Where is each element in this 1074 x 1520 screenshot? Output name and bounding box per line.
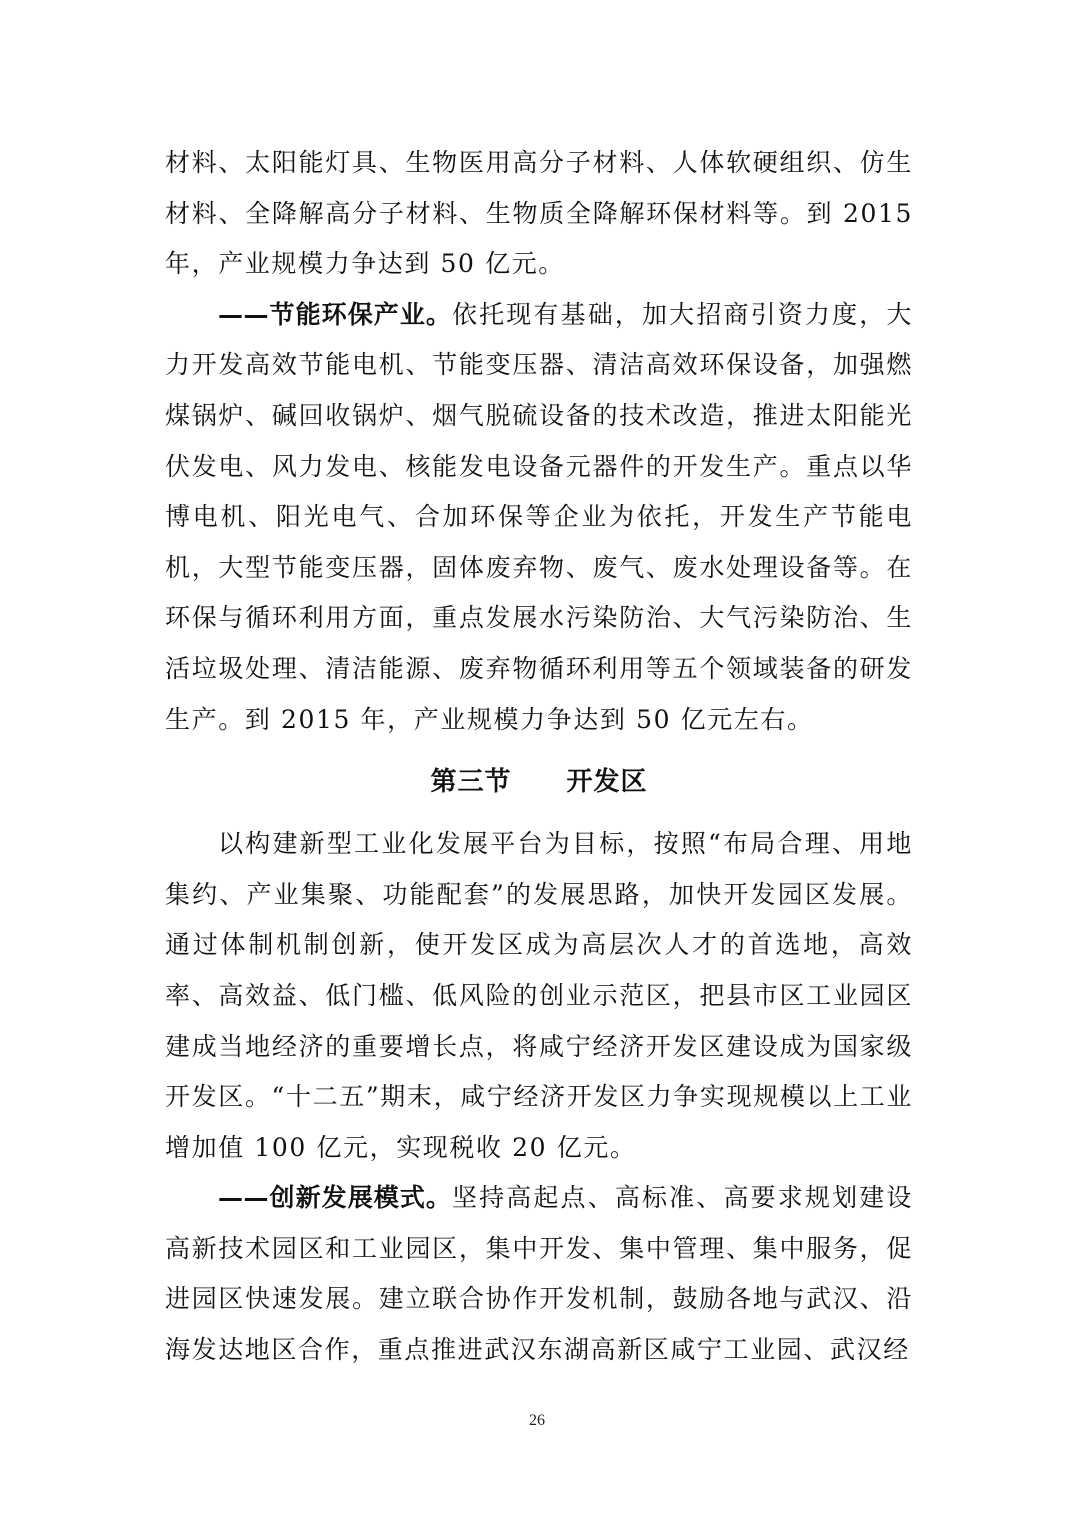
section-heading	[165, 745, 913, 819]
section-title: 开发区	[566, 767, 648, 798]
paragraph-text: 以构建新型工业化发展平台为目标，按照“布局合理、用地集约、产业集聚、功能配套”的发展思路，加快开发园区发展。通过体制机制创新，使开发区成为高层次人才的首选地，高效率、高效益、低门槛、低风险的创业示范区，把县市区工业园区建成当地经济的重要增长点，将咸宁经济开发区建设成为国家级开发区。“十二五”期末，咸宁经济开发区力争实现规模以上工业增加值 100 亿元，实现税收 20 亿元。	[165, 829, 913, 1162]
paragraph-innovation-model	[165, 1173, 913, 1375]
paragraph-text: 坚持高起点、高标准、高要求规划建设高新技术园区和工业园区，集中开发、集中管理、集中服务，促进园区快速发展。建立联合协作开发机制，鼓励各地与武汉、沿海发达地区合作，重点推进武汉东湖高新区咸宁工业园、武汉经	[165, 1183, 913, 1365]
document-page	[165, 138, 913, 1376]
paragraph-text: 依托现有基础，加大招商引资力度，大力开发高效节能电机、节能变压器、清洁高效环保设备，加强燃煤锅炉、碱回收锅炉、烟气脱硫设备的技术改造，推进太阳能光伏发电、风力发电、核能发电设备元器件的开发生产。重点以华博电机、阳光电气、合加环保等企业为依托，开发生产节能电机，大型节能变压器，固体废弃物、废气、废水处理设备等。在环保与循环利用方面，重点发展水污染防治、大气污染防治、生活垃圾处理、清洁能源、废弃物循环利用等五个领域装备的研发生产。到 2015 年，产业规模力争达到 50 亿元左右。	[165, 299, 913, 734]
paragraph-development-zone	[165, 819, 913, 1173]
paragraph-lead-heading: ——节能环保产业。	[218, 299, 452, 329]
section-number: 第三节	[430, 767, 512, 798]
paragraph-materials	[165, 138, 913, 290]
paragraph-lead-heading: ——创新发展模式。	[218, 1183, 452, 1213]
paragraph-text: 材料、太阳能灯具、生物医用高分子材料、人体软硬组织、仿生材料、全降解高分子材料、生物质全降解环保材料等。到 2015 年，产业规模力争达到 50 亿元。	[165, 148, 913, 279]
page-number: 26	[529, 1412, 545, 1429]
paragraph-energy-saving	[165, 290, 913, 745]
